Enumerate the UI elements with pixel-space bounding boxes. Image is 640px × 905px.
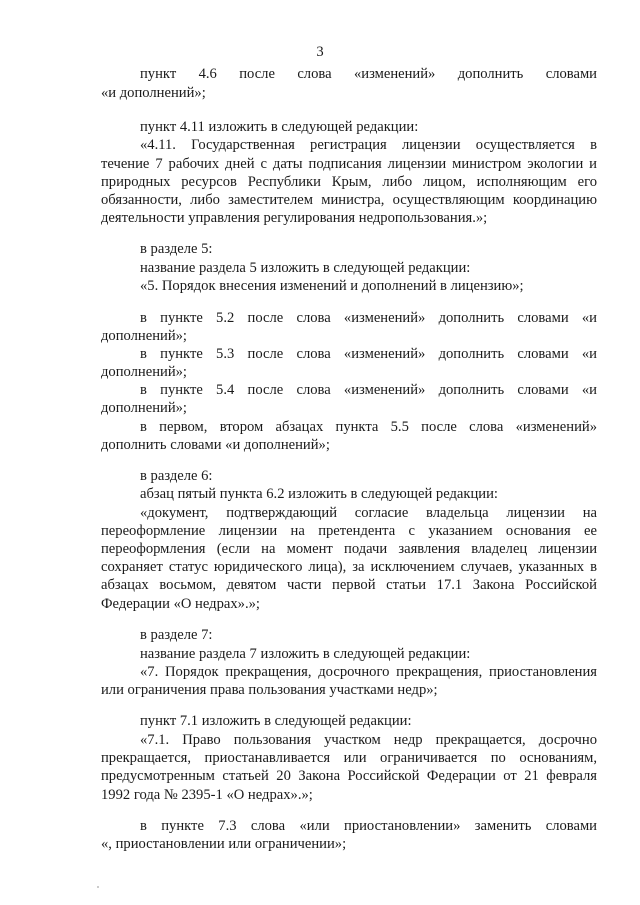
text-line: деятельности управления регулирования недропользования.»; bbox=[101, 210, 488, 226]
text-line: или ограничения права пользования участками недр»; bbox=[101, 682, 438, 698]
text-line: дополнений»; bbox=[101, 328, 187, 344]
text-line: дополнений»; bbox=[101, 400, 187, 416]
text-line: Федерации «О недрах».»; bbox=[101, 596, 260, 612]
text-line: «7. Порядок прекращения, досрочного прекращения, приостановления bbox=[140, 664, 597, 680]
text-line: 1992 года № 2395-1 «О недрах».»; bbox=[101, 787, 313, 803]
text-line: пункт 7.1 изложить в следующей редакции: bbox=[140, 713, 412, 729]
text-line: «4.11. Государственная регистрация лицензии осуществляется в bbox=[140, 137, 597, 153]
text-line: предусмотренным статьей 20 Закона Российской Федерации от 21 февраля bbox=[101, 768, 597, 784]
text-line: пункт 4.11 изложить в следующей редакции: bbox=[140, 119, 419, 135]
text-line: природных ресурсов Республики Крым, либо лицом, исполняющим его bbox=[101, 174, 597, 190]
text-line: название раздела 5 изложить в следующей редакции: bbox=[140, 260, 471, 276]
text-line: в пункте 5.2 после слова «изменений» дополнить словами «и bbox=[140, 310, 597, 326]
text-line: «и дополнений»; bbox=[101, 85, 206, 101]
text-line: переоформления (если на момент подачи заявления владелец лицензии bbox=[101, 541, 597, 557]
text-line: обязанности, либо заместителем министра, осуществляющим координацию bbox=[101, 192, 597, 208]
text-line: течение 7 рабочих дней с даты подписания лицензии министром экологии и bbox=[101, 156, 597, 172]
text-line: в разделе 6: bbox=[140, 468, 213, 484]
text-line: в пункте 5.4 после слова «изменений» дополнить словами «и bbox=[140, 382, 597, 398]
text-line: название раздела 7 изложить в следующей редакции: bbox=[140, 646, 471, 662]
text-line: абзац пятый пункта 6.2 изложить в следующей редакции: bbox=[140, 486, 498, 502]
text-line: «, приостановлении или ограничении»; bbox=[101, 836, 347, 852]
text-line: дополнений»; bbox=[101, 364, 187, 380]
text-line: прекращается, приостанавливается или ограничивается по основаниям, bbox=[101, 750, 597, 766]
text-line: «7.1. Право пользования участком недр прекращается, досрочно bbox=[140, 732, 597, 748]
text-line: в разделе 5: bbox=[140, 241, 213, 257]
text-line: абзацах восьмом, девятом части первой статьи 17.1 Закона Российской bbox=[101, 577, 597, 593]
page-number: 3 bbox=[316, 44, 324, 60]
text-line: в первом, втором абзацах пункта 5.5 после слова «изменений» bbox=[140, 419, 597, 435]
text-line: сохраняет статус юридического лица), за исключением случаев, указанных в bbox=[101, 559, 597, 575]
text-line: «документ, подтверждающий согласие владельца лицензии на bbox=[140, 505, 597, 521]
text-line: переоформление лицензии на претендента с указанием основания ее bbox=[101, 523, 597, 539]
text-line: дополнить словами «и дополнений»; bbox=[101, 437, 330, 453]
text-line: пункт 4.6 после слова «изменений» дополнить словами bbox=[140, 66, 597, 82]
text-line: «5. Порядок внесения изменений и дополнений в лицензию»; bbox=[140, 278, 524, 294]
text-line: в пункте 7.3 слова «или приостановлении» заменить словами bbox=[140, 818, 597, 834]
scan-speck bbox=[97, 886, 99, 888]
text-line: в пункте 5.3 после слова «изменений» дополнить словами «и bbox=[140, 346, 597, 362]
text-line: в разделе 7: bbox=[140, 627, 213, 643]
